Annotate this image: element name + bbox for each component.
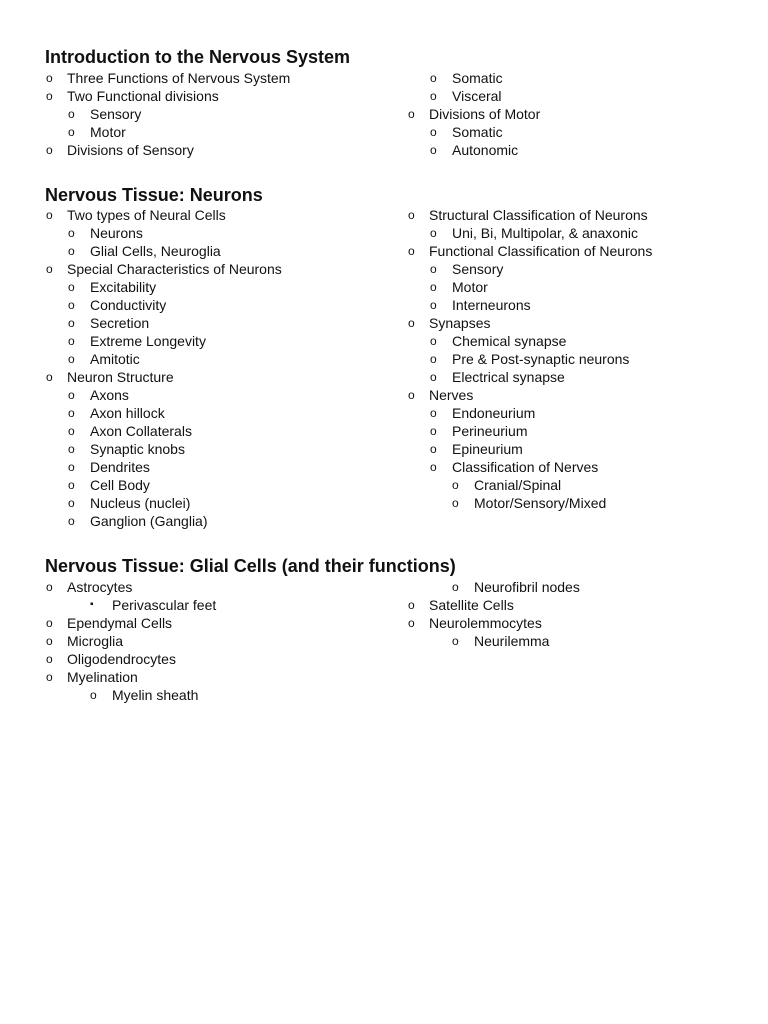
list-item-label: Cranial/Spinal: [474, 477, 562, 493]
list-item-label: Perivascular feet: [112, 597, 217, 613]
hollow-bullet-icon: o: [68, 244, 75, 258]
list-item: [45, 404, 385, 422]
list-item-label: Special Characteristics of Neurons: [67, 261, 282, 277]
list-item: [407, 476, 727, 494]
list-item-label: Somatic: [452, 124, 503, 140]
list-item-label: Ependymal Cells: [67, 615, 173, 631]
hollow-bullet-icon: o: [430, 298, 437, 312]
list-item-label: Classification of Nerves: [452, 459, 599, 475]
list-item-label: Sensory: [452, 261, 504, 277]
list-item: [45, 494, 385, 512]
hollow-bullet-icon: o: [68, 406, 75, 420]
list-item: [45, 458, 385, 476]
list-item: [407, 69, 727, 87]
hollow-bullet-icon: o: [46, 670, 53, 684]
hollow-bullet-icon: o: [68, 107, 75, 121]
list-item: [407, 578, 727, 596]
list-item-label: Dendrites: [90, 459, 150, 475]
list-item-label: Two types of Neural Cells: [67, 207, 226, 223]
list-item-label: Synaptic knobs: [90, 441, 185, 457]
list-item-label: Uni, Bi, Multipolar, & anaxonic: [452, 225, 638, 241]
hollow-bullet-icon: o: [68, 298, 75, 312]
list-item-label: Electrical synapse: [452, 369, 565, 385]
list-item: [45, 314, 385, 332]
list-item: [45, 578, 385, 596]
list-item: [45, 123, 385, 141]
list-item-label: Extreme Longevity: [90, 333, 206, 349]
list-item-label: Cell Body: [90, 477, 150, 493]
hollow-bullet-icon: o: [430, 280, 437, 294]
list-item: [407, 123, 727, 141]
list-item: [407, 404, 727, 422]
hollow-bullet-icon: o: [68, 478, 75, 492]
list-item: [407, 141, 727, 159]
list-item: [45, 332, 385, 350]
list-item-label: Somatic: [452, 70, 503, 86]
list-item: [407, 614, 727, 632]
list-item-label: Glial Cells, Neuroglia: [90, 243, 221, 259]
hollow-bullet-icon: o: [430, 370, 437, 384]
list-item: [45, 296, 385, 314]
list-item-label: Amitotic: [90, 351, 140, 367]
list-item: [45, 350, 385, 368]
intro-left-list: [45, 69, 385, 159]
list-item-label: Satellite Cells: [429, 597, 514, 613]
list-item: [407, 260, 727, 278]
hollow-bullet-icon: o: [68, 460, 75, 474]
list-item: [45, 422, 385, 440]
list-item-label: Functional Classification of Neurons: [429, 243, 653, 259]
list-item: [45, 476, 385, 494]
hollow-bullet-icon: o: [430, 334, 437, 348]
list-item-label: Excitability: [90, 279, 157, 295]
list-item: [45, 69, 385, 87]
list-item: [407, 278, 727, 296]
list-item: [407, 494, 727, 512]
list-item: [407, 296, 727, 314]
hollow-bullet-icon: o: [408, 616, 415, 630]
list-item: [407, 596, 727, 614]
section-title-intro: Introduction to the Nervous System: [45, 47, 351, 67]
hollow-bullet-icon: o: [408, 598, 415, 612]
list-item-label: Astrocytes: [67, 579, 133, 595]
hollow-bullet-icon: o: [46, 580, 53, 594]
hollow-bullet-icon: o: [452, 478, 459, 492]
list-item-label: Three Functions of Nervous System: [67, 70, 291, 86]
list-item: [45, 278, 385, 296]
list-item-label: Endoneurium: [452, 405, 536, 421]
list-item-label: Oligodendrocytes: [67, 651, 176, 667]
hollow-bullet-icon: o: [430, 460, 437, 474]
hollow-bullet-icon: o: [68, 442, 75, 456]
list-item-label: Ganglion (Ganglia): [90, 513, 208, 529]
list-item: [407, 350, 727, 368]
list-item-label: Neurons: [90, 225, 143, 241]
list-item: [45, 596, 385, 614]
list-item: [407, 332, 727, 350]
list-item-label: Axon Collaterals: [90, 423, 192, 439]
glial-left-list: [45, 578, 385, 704]
list-item-label: Microglia: [67, 633, 124, 649]
list-item-label: Divisions of Motor: [429, 106, 541, 122]
list-item-label: Sensory: [90, 106, 142, 122]
list-item-label: Secretion: [90, 315, 150, 331]
list-item: [407, 87, 727, 105]
hollow-bullet-icon: o: [46, 652, 53, 666]
list-item-label: Nerves: [429, 387, 474, 403]
list-item: [45, 87, 385, 105]
list-item: [407, 458, 727, 476]
list-item-label: Axon hillock: [90, 405, 165, 421]
square-bullet-icon: ▪: [90, 599, 94, 610]
hollow-bullet-icon: o: [46, 634, 53, 648]
hollow-bullet-icon: o: [408, 244, 415, 258]
list-item: [45, 242, 385, 260]
list-item-label: Epineurium: [452, 441, 523, 457]
hollow-bullet-icon: o: [46, 616, 53, 630]
hollow-bullet-icon: o: [430, 226, 437, 240]
hollow-bullet-icon: o: [90, 688, 97, 702]
hollow-bullet-icon: o: [68, 514, 75, 528]
list-item-label: Nucleus (nuclei): [90, 495, 191, 511]
hollow-bullet-icon: o: [68, 334, 75, 348]
list-item-label: Visceral: [452, 88, 502, 104]
list-item: [45, 206, 385, 224]
list-item: [45, 440, 385, 458]
list-item-label: Synapses: [429, 315, 491, 331]
hollow-bullet-icon: o: [430, 262, 437, 276]
hollow-bullet-icon: o: [68, 125, 75, 139]
hollow-bullet-icon: o: [68, 496, 75, 510]
list-item: [407, 632, 727, 650]
intro-right-list: [407, 69, 727, 159]
list-item: [407, 314, 727, 332]
hollow-bullet-icon: o: [430, 442, 437, 456]
hollow-bullet-icon: o: [46, 143, 53, 157]
neurons-right-list: [407, 206, 727, 512]
list-item: [45, 686, 385, 704]
hollow-bullet-icon: o: [408, 208, 415, 222]
list-item: [45, 632, 385, 650]
list-item: [45, 386, 385, 404]
hollow-bullet-icon: o: [430, 71, 437, 85]
list-item: [45, 512, 385, 530]
list-item: [45, 650, 385, 668]
list-item-label: Neurilemma: [474, 633, 550, 649]
section-title-glial: Nervous Tissue: Glial Cells (and their functions): [45, 556, 456, 576]
list-item: [407, 368, 727, 386]
list-item-label: Neuron Structure: [67, 369, 174, 385]
hollow-bullet-icon: o: [46, 71, 53, 85]
list-item: [45, 260, 385, 278]
list-item: [45, 368, 385, 386]
list-item-label: Autonomic: [452, 142, 519, 158]
hollow-bullet-icon: o: [68, 280, 75, 294]
list-item: [407, 422, 727, 440]
hollow-bullet-icon: o: [430, 406, 437, 420]
list-item-label: Neurolemmocytes: [429, 615, 542, 631]
neurons-left-list: [45, 206, 385, 530]
list-item-label: Myelination: [67, 669, 138, 685]
hollow-bullet-icon: o: [46, 262, 53, 276]
hollow-bullet-icon: o: [408, 388, 415, 402]
section-title-neurons: Nervous Tissue: Neurons: [45, 185, 263, 205]
hollow-bullet-icon: o: [452, 496, 459, 510]
list-item-label: Two Functional divisions: [67, 88, 219, 104]
hollow-bullet-icon: o: [68, 388, 75, 402]
hollow-bullet-icon: o: [46, 208, 53, 222]
list-item-label: Motor/Sensory/Mixed: [474, 495, 607, 511]
hollow-bullet-icon: o: [68, 226, 75, 240]
list-item: [407, 224, 727, 242]
list-item-label: Structural Classification of Neurons: [429, 207, 648, 223]
list-item: [407, 206, 727, 224]
list-item-label: Motor: [90, 124, 126, 140]
hollow-bullet-icon: o: [430, 352, 437, 366]
list-item-label: Motor: [452, 279, 488, 295]
glial-right-list: [407, 578, 727, 650]
hollow-bullet-icon: o: [430, 89, 437, 103]
list-item-label: Myelin sheath: [112, 687, 199, 703]
hollow-bullet-icon: o: [68, 316, 75, 330]
hollow-bullet-icon: o: [46, 89, 53, 103]
hollow-bullet-icon: o: [46, 370, 53, 384]
list-item-label: Perineurium: [452, 423, 528, 439]
hollow-bullet-icon: o: [452, 580, 459, 594]
list-item-label: Pre & Post-synaptic neurons: [452, 351, 630, 367]
hollow-bullet-icon: o: [430, 125, 437, 139]
list-item: [407, 386, 727, 404]
hollow-bullet-icon: o: [430, 143, 437, 157]
list-item: [45, 105, 385, 123]
hollow-bullet-icon: o: [408, 316, 415, 330]
list-item-label: Interneurons: [452, 297, 531, 313]
list-item: [45, 224, 385, 242]
list-item: [407, 242, 727, 260]
list-item: [45, 668, 385, 686]
list-item: [407, 105, 727, 123]
list-item: [45, 141, 385, 159]
list-item: [45, 614, 385, 632]
hollow-bullet-icon: o: [68, 424, 75, 438]
list-item: [407, 440, 727, 458]
list-item-label: Divisions of Sensory: [67, 142, 194, 158]
list-item-label: Neurofibril nodes: [474, 579, 580, 595]
hollow-bullet-icon: o: [68, 352, 75, 366]
hollow-bullet-icon: o: [408, 107, 415, 121]
list-item-label: Chemical synapse: [452, 333, 567, 349]
hollow-bullet-icon: o: [430, 424, 437, 438]
hollow-bullet-icon: o: [452, 634, 459, 648]
list-item-label: Axons: [90, 387, 129, 403]
list-item-label: Conductivity: [90, 297, 167, 313]
